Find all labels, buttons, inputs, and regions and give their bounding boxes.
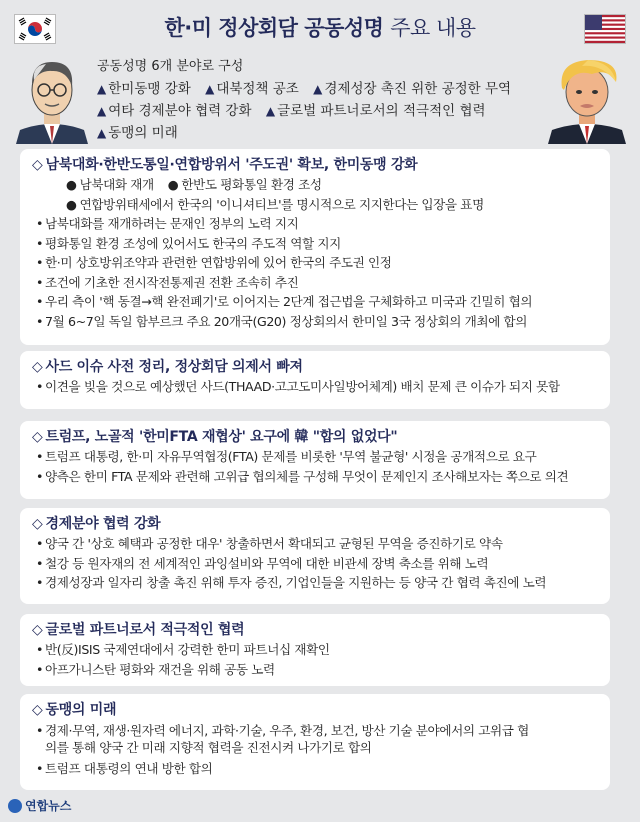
list-item: • 양국 간 '상호 혜택과 공정한 대우' 창출하면서 확대되고 균형된 무역을 증진하기로 약속 (32, 534, 598, 554)
section-fta (20, 421, 610, 499)
list-item: • 우리 측이 '핵 동결→핵 완전폐기'로 이어지는 2단계 접근법을 구체화하고 미국과 긴밀히 협의 (32, 292, 598, 312)
list-item: • 7월 6~7일 독일 함부르크 주요 20개국(G20) 정상회의서 한미일 3국 정상회의 개최에 합의 (32, 312, 598, 332)
list-item: • 트럼프 대통령의 연내 방한 합의 (32, 759, 598, 779)
list-item: • 반(反)ISIS 국제연대에서 강력한 한미 파트너십 재확인 (32, 640, 598, 660)
summary-item: ▲ 경제성장 촉진 위한 공정한 무역 (313, 81, 512, 97)
page-title: 한·미 정상회담 공동성명 주요 내용 (164, 16, 476, 40)
yonhap-logo-icon (8, 799, 22, 813)
summary-item: ▲ 글로벌 파트너로서의 적극적인 협력 (265, 103, 486, 119)
section-alliance (20, 149, 610, 345)
list-item: • 아프가니스탄 평화와 재건을 위해 공동 노력 (32, 660, 598, 680)
sub-item-row: ● 연합방위태세에서 한국의 '이니셔티브'를 명시적으로 지지한다는 입장을 표명 (66, 196, 484, 212)
section-future (20, 694, 610, 790)
section-heading: ◇ 트럼프, 노골적 '한미FTA 재협상' 요구에 韓 "합의 없었다" (32, 429, 398, 445)
section-heading: ◇ 동맹의 미래 (32, 702, 117, 718)
sub-item-row: ● 남북대화 재개 ● 한반도 평화통일 환경 조성 (66, 177, 322, 192)
section-global (20, 614, 610, 686)
summary-block (97, 56, 521, 144)
yonhap-logo: 연합뉴스 (8, 797, 71, 814)
summary-item: ▲ 대북정책 공조 (205, 81, 299, 97)
usa-flag-icon (584, 14, 626, 44)
list-item: • 남북대화를 재개하려는 문재인 정부의 노력 지지 (32, 214, 598, 234)
summary-item: ▲ 동맹의 미래 (97, 125, 178, 141)
section-heading: ◇ 남북대화·한반도통일·연합방위서 '주도권' 확보, 한미동맹 강화 (32, 157, 418, 173)
list-item: • 조건에 기초한 전시작전통제권 전환 조속히 추진 (32, 273, 598, 293)
section-heading: ◇ 글로벌 파트너로서 적극적인 협력 (32, 622, 245, 638)
trump-portrait-icon (542, 52, 632, 148)
summary-title: 공동성명 6개 분야로 구성 (97, 59, 244, 74)
list-item: • 평화통일 환경 조성에 있어서도 한국의 주도적 역할 지지 (32, 234, 598, 254)
list-item: • 이견을 빚을 것으로 예상했던 사드(THAAD·고고도미사일방어체계) 배치 문제 큰 이슈가 되지 못함 (32, 377, 598, 397)
moon-portrait-icon (10, 52, 94, 148)
list-item: • 경제·무역, 재생·원자력 에너지, 과학·기술, 우주, 환경, 보건, 방산 기술 분야에서의 고위급 협의를 통해 양국 간 미래 지향적 협력을 진전시켜 나가기로 합의 (32, 722, 598, 756)
summary-item: ▲ 한미동맹 강화 (97, 81, 191, 97)
section-heading: ◇ 경제분야 협력 강화 (32, 516, 161, 532)
section-economy (20, 508, 610, 604)
section-thaad (20, 351, 610, 409)
summary-row (97, 122, 521, 144)
summary-item: ▲ 여타 경제분야 협력 강화 (97, 103, 252, 119)
summary-row (97, 100, 521, 122)
summary-row (97, 78, 521, 100)
header (0, 0, 640, 150)
list-item: • 트럼프 대통령, 한·미 자유무역협정(FTA) 문제를 비롯한 '무역 불균형' 시정을 공개적으로 요구 (32, 447, 598, 467)
list-item: • 한·미 상호방위조약과 관련한 연합방위에 있어 한국의 주도권 인정 (32, 253, 598, 273)
list-item: • 경제성장과 일자리 창출 촉진 위해 투자 증진, 기업인들을 지원하는 등 양국 간 협력 촉진에 노력 (32, 573, 598, 593)
list-item: • 양측은 한미 FTA 문제와 관련해 고위급 협의체를 구성해 무엇이 문제인지 조사해보자는 쪽으로 의견 (32, 467, 598, 487)
list-item: • 철강 등 원자재의 전 세계적인 과잉설비와 무역에 대한 비관세 장벽 축소를 위해 노력 (32, 554, 598, 574)
section-heading: ◇ 사드 이슈 사전 정리, 정상회담 의제서 빠져 (32, 359, 303, 375)
